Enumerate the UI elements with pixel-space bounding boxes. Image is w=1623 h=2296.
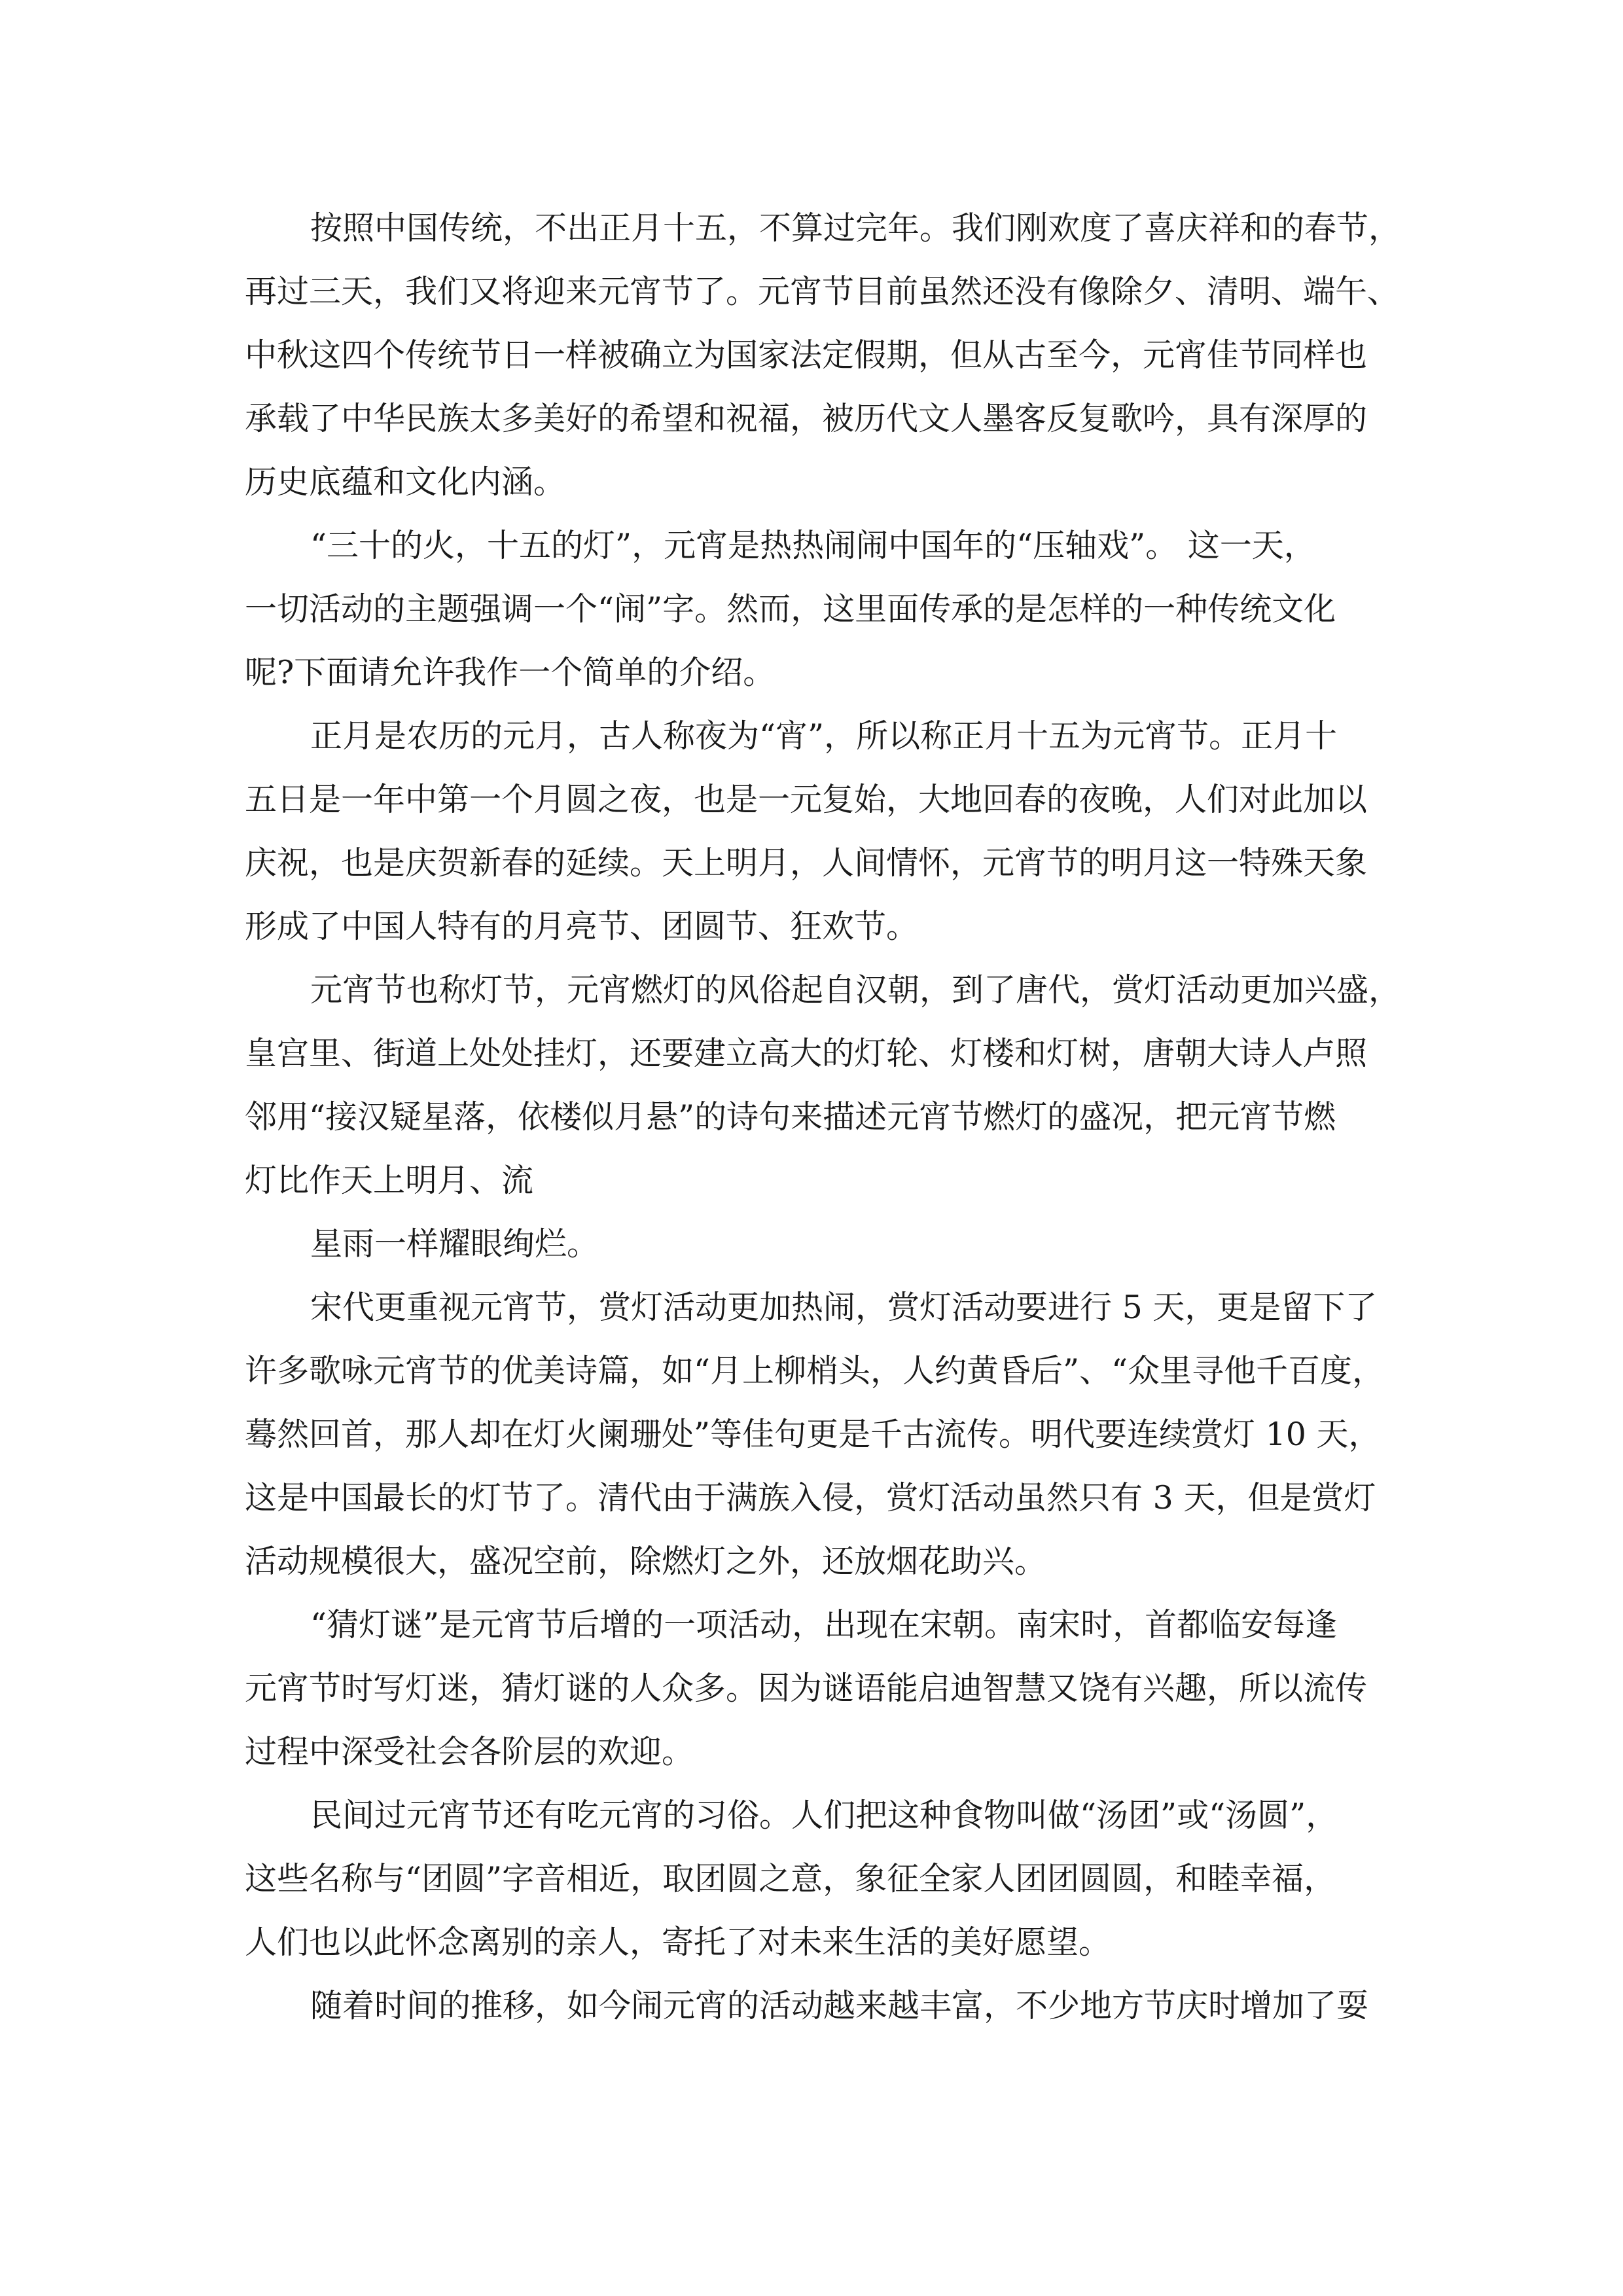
text-line: 民间过元宵节还有吃元宵的习俗。人们把这种食物叫做“汤团”或“汤圆”， <box>310 1797 1338 1834</box>
text-line: 中秋这四个传统节日一样被确立为国家法定假期，但从古至今，元宵佳节同样也 <box>245 336 1368 374</box>
text-line: 一切活动的主题强调一个“闹”字。然而，这里面传承的是怎样的一种传统文化 <box>245 590 1336 628</box>
text-line: 蓦然回首，那人却在灯火阑珊处”等佳句更是千古流传。明代要连续赏灯 10 天， <box>245 1416 1381 1453</box>
text-line: 活动规模很大，盛况空前，除燃灯之外，还放烟花助兴。 <box>245 1543 1047 1580</box>
text-line: 星雨一样耀眼绚烂。 <box>310 1225 599 1263</box>
text-line: 随着时间的推移，如今闹元宵的活动越来越丰富，不少地方节庆时增加了耍 <box>310 1987 1369 2024</box>
text-line: “三十的火，十五的灯”，元宵是热热闹闹中国年的“压轴戏”。 这一天， <box>310 527 1316 564</box>
text-line: 皇宫里、街道上处处挂灯，还要建立高大的灯轮、灯楼和灯树，唐朝大诗人卢照 <box>245 1035 1368 1072</box>
text-line: 历史底蕴和文化内涵。 <box>245 463 566 501</box>
text-line: 这是中国最长的灯节了。清代由于满族入侵，赏灯活动虽然只有 3 天，但是赏灯 <box>245 1479 1376 1516</box>
text-line: 过程中深受社会各阶层的欢迎。 <box>245 1733 694 1770</box>
text-line: 承载了中华民族太多美好的希望和祝福，被历代文人墨客反复歌吟，具有深厚的 <box>245 400 1368 437</box>
text-line: 灯比作天上明月、流 <box>245 1162 534 1199</box>
text-line: “猜灯谜”是元宵节后增的一项活动，出现在宋朝。南宋时，首都临安每逢 <box>310 1606 1338 1643</box>
text-line: 形成了中国人特有的月亮节、团圆节、狂欢节。 <box>245 908 919 945</box>
text-line: 正月是农历的元月，古人称夜为“宵”，所以称正月十五为元宵节。正月十 <box>310 717 1338 755</box>
text-line: 邻用“接汉疑星落，依楼似月悬”的诗句来描述元宵节燃灯的盛况，把元宵节燃 <box>245 1098 1336 1136</box>
text-line: 许多歌咏元宵节的优美诗篇，如“月上柳梢头，人约黄昏后”、“众里寻他千百度， <box>245 1352 1385 1390</box>
text-line: 庆祝，也是庆贺新春的延续。天上明月，人间情怀，元宵节的明月这一特殊天象 <box>245 844 1368 882</box>
document-body <box>245 196 1401 2037</box>
text-line: 元宵节时写灯迷，猜灯谜的人众多。因为谜语能启迪智慧又饶有兴趣，所以流传 <box>245 1670 1368 1707</box>
text-line: 呢?下面请允许我作一个简单的介绍。 <box>245 654 776 691</box>
text-line: 人们也以此怀念离别的亲人，寄托了对未来生活的美好愿望。 <box>245 1924 1111 1961</box>
text-line: 五日是一年中第一个月圆之夜，也是一元复始，大地回春的夜晚，人们对此加以 <box>245 781 1368 818</box>
text-line: 宋代更重视元宵节，赏灯活动更加热闹，赏灯活动要进行 5 天，更是留下了 <box>310 1289 1378 1326</box>
text-line: 元宵节也称灯节，元宵燃灯的风俗起自汉朝，到了唐代，赏灯活动更加兴盛， <box>310 971 1401 1009</box>
text-line: 再过三天，我们又将迎来元宵节了。元宵节目前虽然还没有像除夕、清明、端午、 <box>245 273 1400 310</box>
text-line: 这些名称与“团圆”字音相近，取团圆之意，象征全家人团团圆圆，和睦幸福， <box>245 1860 1336 1897</box>
text-line: 按照中国传统，不出正月十五，不算过完年。我们刚欢度了喜庆祥和的春节， <box>310 209 1401 247</box>
